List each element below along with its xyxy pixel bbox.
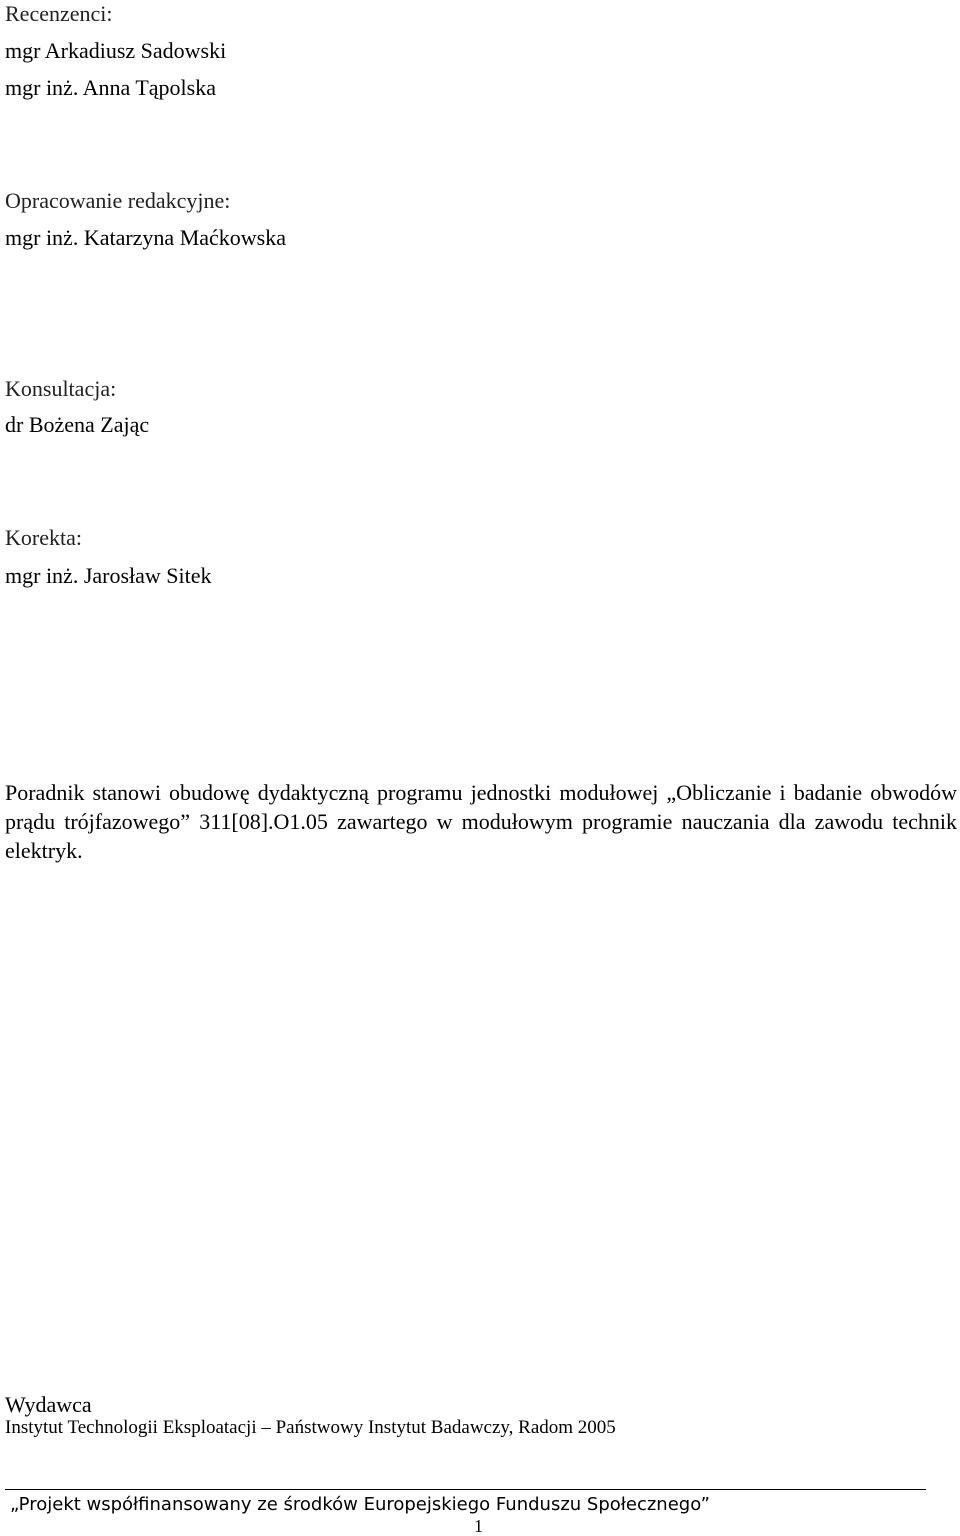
reviewer-name-2: mgr inż. Anna Tąpolska bbox=[5, 75, 216, 100]
editing-label: Opracowanie redakcyjne: bbox=[5, 188, 231, 213]
consultation-label: Konsultacja: bbox=[5, 376, 117, 401]
reviewer-name-1: mgr Arkadiusz Sadowski bbox=[5, 38, 227, 63]
consultant-name: dr Bożena Zając bbox=[5, 412, 150, 437]
publisher-details: Instytut Technologii Eksploatacji – Państwowy Instytut Badawczy, Radom 2005 bbox=[5, 1417, 616, 1438]
description-paragraph: Poradnik stanowi obudowę dydaktyczną programu jednostki modułowej „Obliczanie i badanie obwodów prądu trójfazowego” 311[08].O1.05 zawartego w modułowym programie nauczania dla zawodu technik elektryk. bbox=[5, 780, 957, 863]
editor-name: mgr inż. Katarzyna Maćkowska bbox=[5, 225, 287, 250]
footer-funding-note: „Projekt współfinansowany ze środków Europejskiego Funduszu Społecznego” bbox=[10, 1494, 710, 1515]
footer-divider bbox=[5, 1489, 926, 1490]
reviewers-label: Recenzenci: bbox=[5, 1, 113, 26]
proofreader-name: mgr inż. Jarosław Sitek bbox=[5, 563, 212, 588]
page-number: 1 bbox=[474, 1516, 483, 1536]
publisher-label: Wydawca bbox=[5, 1392, 92, 1417]
proofreading-label: Korekta: bbox=[5, 525, 82, 550]
